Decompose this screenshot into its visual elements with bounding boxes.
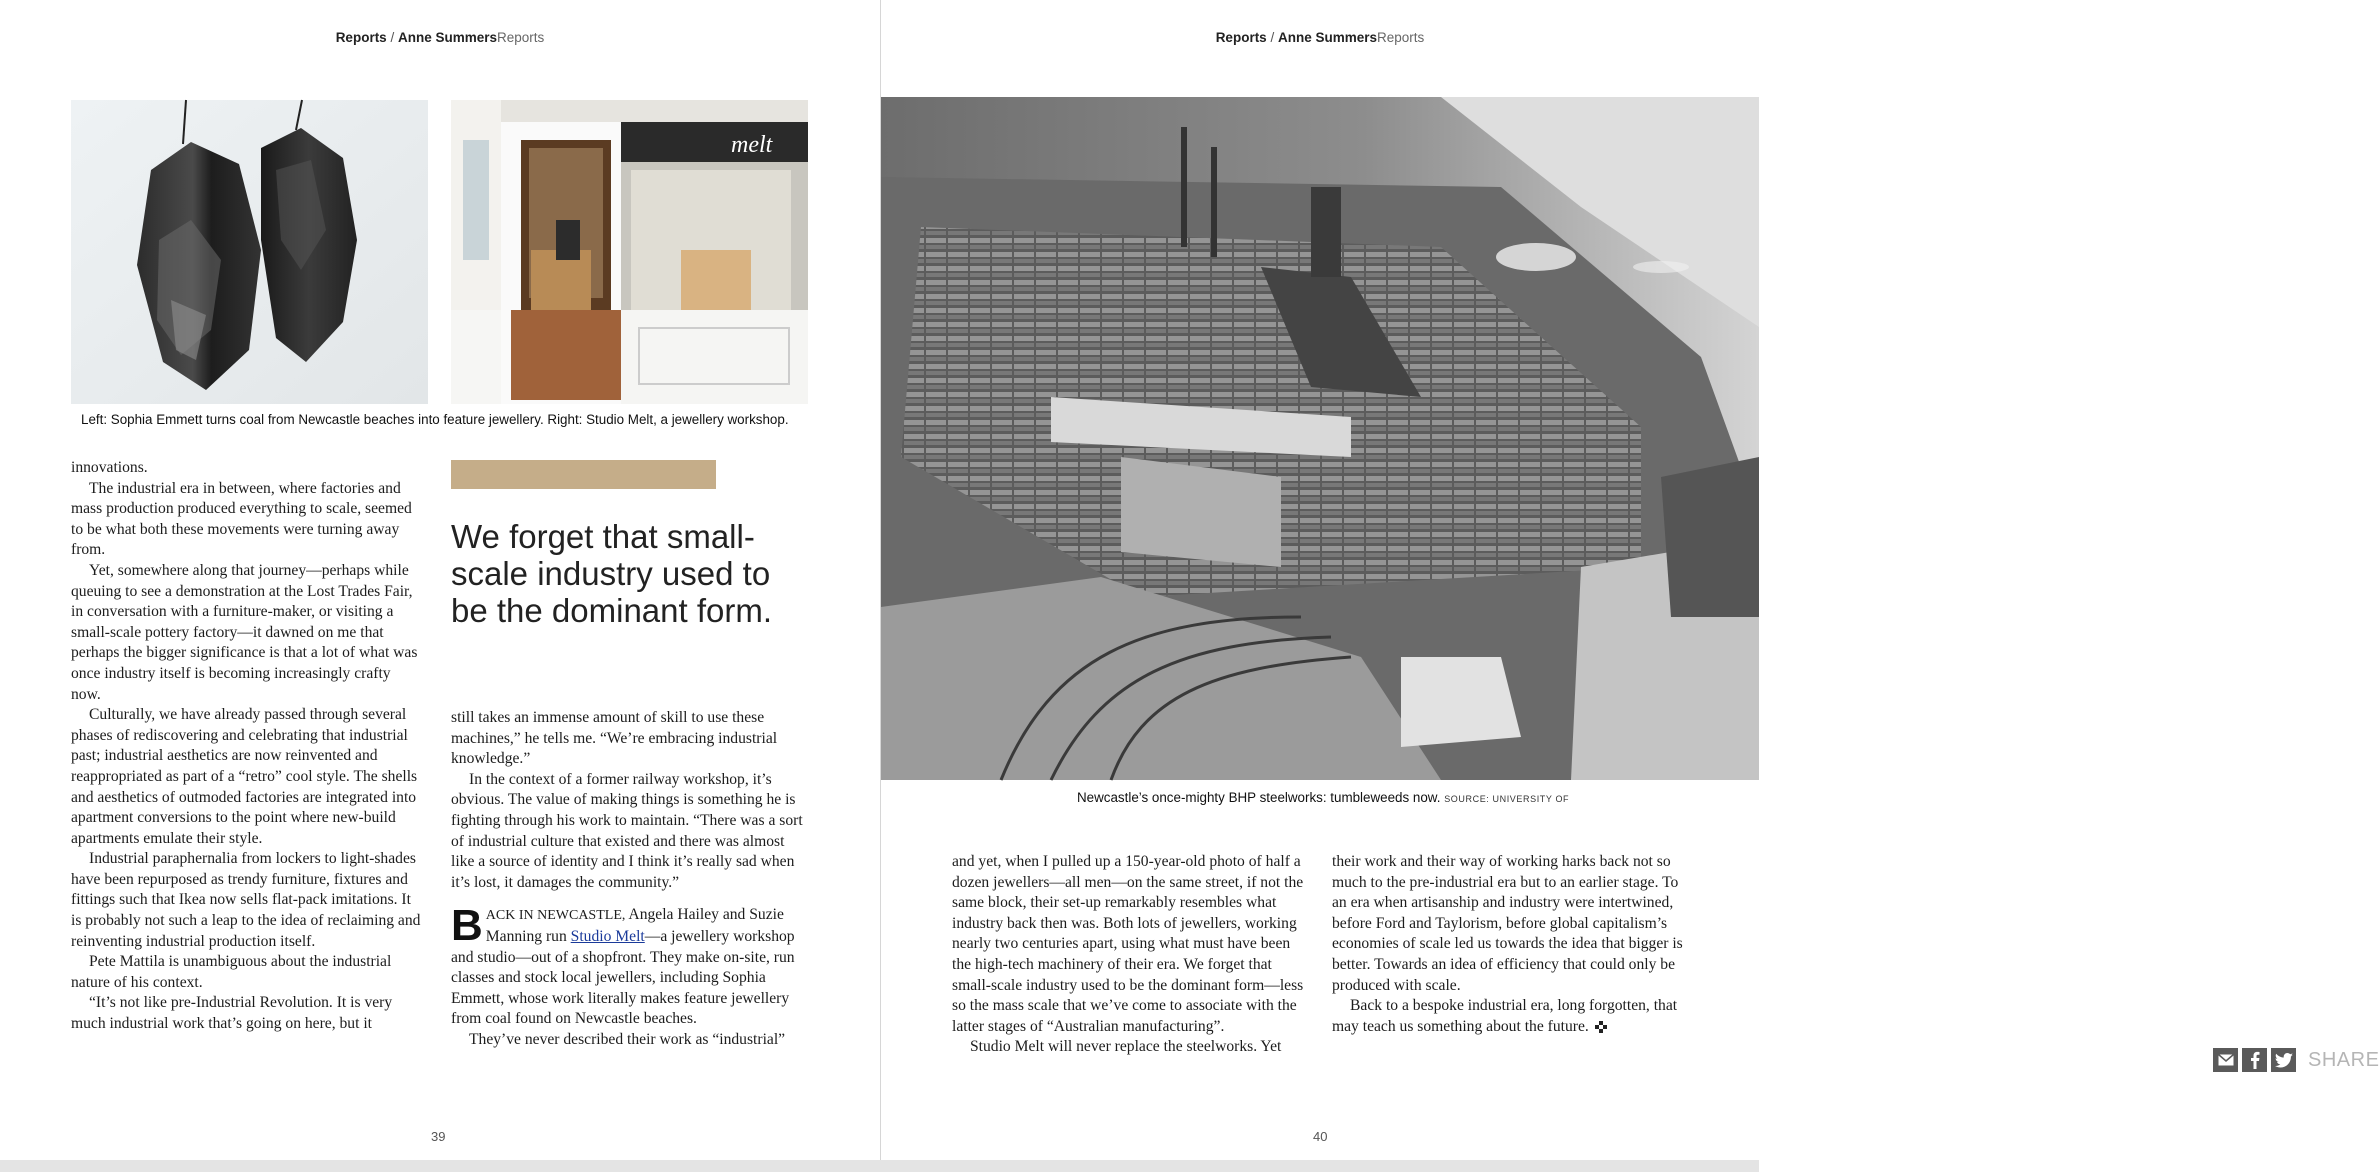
- article-column-1: [71, 458, 423, 1035]
- paragraph: Pete Mattila is unambiguous about the industrial nature of his context.: [71, 953, 392, 991]
- header-section: Reports: [335, 30, 387, 45]
- paragraph: and yet, when I pulled up a 150-year-old photo of half a dozen jewellers—all men—on the same street, if not the same block, their set-up remarkably resembles what industry back then was. Both lots of jewellers, working nearly two centuries apart, using what must have been the high-tech machinery of their era. We forget that small-scale industry used to be the dominant form—less so the mass scale that we’ve come to associate with the latter stages of “Australian manufacturing”.: [952, 853, 1304, 1035]
- pull-quote: We forget that small-scale industry used to be the dominant form.: [451, 518, 773, 629]
- section-paragraph: [451, 901, 811, 1030]
- caption-text: Newcastle’s once-mighty BHP steelworks: tumbleweeds now.: [1077, 790, 1441, 805]
- paragraph: Culturally, we have already passed through several phases of rediscovering and celebrating that industrial past; industrial aesthetics are now reinvented and reappropriated as part of a “retro” cool style. The shells and aesthetics of outmoded factories are integrated into apartment conversions to the point where new-build apartments emulate their style.: [71, 706, 418, 847]
- header-author: Anne Summers: [1278, 30, 1378, 45]
- email-share-button[interactable]: [2213, 1048, 2238, 1072]
- paragraph: their work and their way of working harks back not so much to the pre-industrial era but to an earlier stage. To an era when artisanship and industry were intertwined, before Ford and Taylorism, before global capitalism’s economies of scale led us towards the idea that bigger is better. Towards an idea of efficiency that could only be produced with scale.: [1332, 853, 1683, 994]
- studio-melt-shopfront-photo: [451, 100, 808, 404]
- header-suffix: Reports: [497, 30, 545, 45]
- article-column-4: [1332, 852, 1694, 1037]
- paragraph: innovations.: [71, 459, 148, 476]
- paragraph: still takes an immense amount of skill to use these machines,” he tells me. “We’re embracing industrial knowledge.”: [451, 709, 778, 768]
- steelworks-aerial-photo: [881, 97, 1759, 780]
- share-bar: [2213, 1048, 2379, 1072]
- paragraph: [1332, 996, 1694, 1037]
- paragraph: “It’s not like pre-Industrial Revolution. It is very much industrial work that’s going on here, but it: [71, 994, 393, 1033]
- left-page: [0, 0, 880, 1172]
- paragraph: Yet, somewhere along that journey—perhaps while queuing to see a demonstration at the Lost Trades Fair, in conversation with a furniture-maker, or visiting a small-scale pottery factory—it dawned on me that perhaps the bigger significance is that a lot of what was once industry itself is becoming increasingly crafty now.: [71, 561, 418, 703]
- header-separator: /: [1270, 30, 1275, 45]
- right-page: [881, 0, 2379, 1172]
- page-number: 39: [431, 1129, 446, 1144]
- envelope-icon: [2218, 1054, 2234, 1066]
- photo-caption: [1077, 790, 1569, 805]
- coal-jewellery-photo: [71, 100, 428, 404]
- bottom-shade: [0, 1160, 1759, 1172]
- facebook-share-button[interactable]: [2242, 1048, 2267, 1072]
- header-separator: /: [390, 30, 395, 45]
- end-mark-icon: [1595, 1021, 1607, 1033]
- pull-quote-bar: [451, 460, 716, 489]
- text-run: —a jewellery workshop and studio—out of a shopfront. They make on-site, run classes and stock local jewellers, including Sophia Emmett, whose work literally makes feature jewellery from coal found on Newcastle beaches.: [451, 927, 795, 1028]
- photo-caption: Left: Sophia Emmett turns coal from Newcastle beaches into feature jewellery. Right: Studio Melt, a jewellery workshop.: [81, 412, 789, 427]
- studio-melt-link[interactable]: Studio Melt: [570, 927, 645, 945]
- text-run: Back to a bespoke industrial era, long forgotten, that may teach us something about the future.: [1332, 997, 1678, 1035]
- page-number: 40: [1313, 1129, 1328, 1144]
- header-suffix: Reports: [1377, 30, 1425, 45]
- smallcaps-lead: ACK IN NEWCASTLE,: [485, 908, 626, 924]
- share-label: SHARE: [2308, 1048, 2379, 1071]
- facebook-icon: [2250, 1051, 2260, 1069]
- paragraph: They’ve never described their work as “industrial”: [469, 1030, 786, 1048]
- paragraph: Studio Melt will never replace the steelworks. Yet: [970, 1038, 1282, 1056]
- shop-sign-text: melt: [731, 132, 773, 158]
- header-section: Reports: [1215, 30, 1267, 45]
- header-author: Anne Summers: [398, 30, 498, 45]
- running-header: [0, 30, 880, 45]
- twitter-share-button[interactable]: [2271, 1048, 2296, 1072]
- paragraph: The industrial era in between, where factories and mass production produced everything to scale, seemed to be what both these movements were turning away from.: [71, 479, 412, 559]
- running-header: [881, 30, 1759, 45]
- article-column-3: [952, 852, 1308, 1058]
- paragraph: Industrial paraphernalia from lockers to light-shades have been repurposed as trendy furniture, fixtures and fittings such that Ikea now sells flat-pack imitations. It is probably not such a leap to the idea of reclaiming and reinventing industrial production itself.: [71, 850, 421, 950]
- paragraph: In the context of a former railway workshop, it’s obvious. The value of making things is something he is fighting through his work to maintain. “There was a sort of industrial culture that existed and there was almost like a source of identity and I think it’s really sad when it’s lost, it damages the community.”: [451, 770, 803, 891]
- caption-source: SOURCE: UNIVERSITY OF: [1444, 794, 1570, 804]
- text-run: Angela Hailey and Suzie Manning run: [485, 906, 784, 945]
- article-column-2: [451, 708, 811, 1051]
- drop-cap: B: [451, 901, 483, 951]
- twitter-bird-icon: [2275, 1053, 2293, 1068]
